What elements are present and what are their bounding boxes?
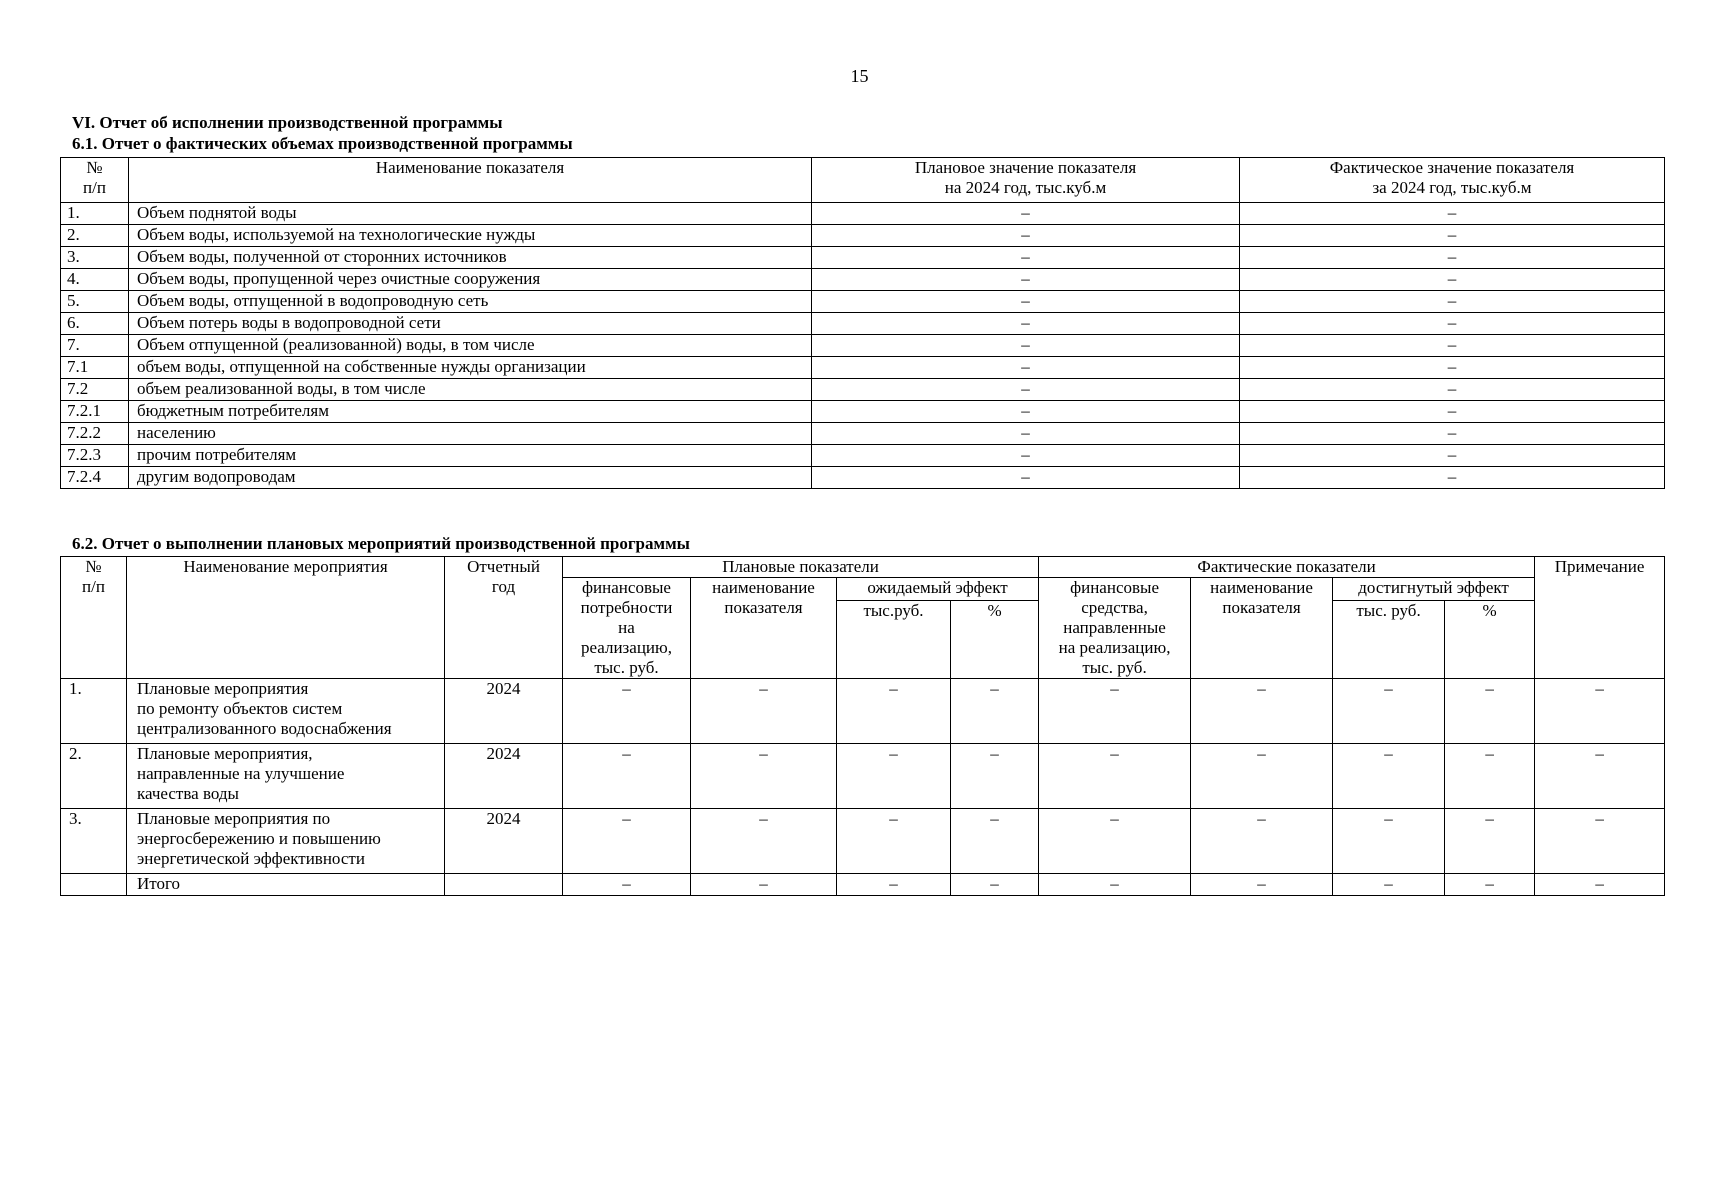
value-cell: – [837,744,951,809]
value-cell: – [837,679,951,744]
table2-header-fact-ind: наименование показателя [1191,578,1333,679]
value-cell: – [1535,809,1665,874]
value-cell: – [1333,874,1445,896]
fact-value: – [1240,467,1665,489]
value-cell: – [951,679,1039,744]
table1-header-fact: Фактическое значение показателя за 2024 год, тыс.куб.м [1240,158,1665,203]
table-row [61,225,1665,247]
indicator-name: объем реализованной воды, в том числе [129,379,812,401]
fact-value: – [1240,401,1665,423]
row-number: 7.2.2 [61,423,129,445]
table-row [61,445,1665,467]
value-cell: – [837,809,951,874]
value-cell: – [1191,679,1333,744]
table-row [61,379,1665,401]
indicator-name: бюджетным потребителям [129,401,812,423]
table2-header-plan-group: Плановые показатели [563,557,1039,578]
fact-value: – [1240,313,1665,335]
table2-header-row-1 [61,557,1665,578]
measure-name: Плановые мероприятия по энергосбережению и повышению энергетической эффективности [127,809,445,874]
indicator-name: Объем воды, используемой на технологические нужды [129,225,812,247]
table-row [61,203,1665,225]
table-row [61,423,1665,445]
indicator-name: населению [129,423,812,445]
fact-value: – [1240,357,1665,379]
plan-value: – [812,269,1240,291]
measure-name: Итого [127,874,445,896]
row-number: 7.1 [61,357,129,379]
plan-value: – [812,203,1240,225]
table-row [61,313,1665,335]
value-cell: – [1333,744,1445,809]
value-cell: – [951,744,1039,809]
row-number: 3. [61,809,127,874]
fact-value: – [1240,379,1665,401]
row-number: 6. [61,313,129,335]
table-row [61,679,1665,744]
report-year [445,874,563,896]
value-cell: – [691,874,837,896]
table-row [61,401,1665,423]
indicator-name: Объем воды, полученной от сторонних источников [129,247,812,269]
value-cell: – [563,874,691,896]
value-cell: – [1039,679,1191,744]
value-cell: – [951,809,1039,874]
indicator-name: Объем потерь воды в водопроводной сети [129,313,812,335]
table2-header-plan-fin: финансовые потребности на реализацию, тыс. руб. [563,578,691,679]
page-number: 15 [850,66,869,86]
indicator-name: Объем поднятой воды [129,203,812,225]
value-cell: – [1333,679,1445,744]
value-cell: – [563,679,691,744]
table-row [61,269,1665,291]
value-cell: – [1445,744,1535,809]
value-cell: – [1535,874,1665,896]
measure-name: Плановые мероприятия по ремонту объектов систем централизованного водоснабжения [127,679,445,744]
plan-value: – [812,225,1240,247]
table2-header-plan-rub: тыс.руб. [837,601,951,679]
table2-header-fact-rub: тыс. руб. [1333,601,1445,679]
fact-value: – [1240,225,1665,247]
value-cell: – [563,809,691,874]
table2-header-year: Отчетный год [445,557,563,679]
table2-header-note: Примечание [1535,557,1665,679]
plan-value: – [812,467,1240,489]
production-volumes-table [60,157,1665,489]
row-number: 2. [61,225,129,247]
indicator-name: другим водопроводам [129,467,812,489]
fact-value: – [1240,203,1665,225]
table-row [61,357,1665,379]
indicator-name: Объем воды, пропущенной через очистные сооружения [129,269,812,291]
row-number: 4. [61,269,129,291]
plan-value: – [812,445,1240,467]
row-number: 1. [61,203,129,225]
plan-value: – [812,247,1240,269]
value-cell: – [837,874,951,896]
table-row [61,809,1665,874]
plan-value: – [812,313,1240,335]
fact-value: – [1240,335,1665,357]
table2-header-plan-pct: % [951,601,1039,679]
fact-value: – [1240,423,1665,445]
value-cell: – [1333,809,1445,874]
table2-header-plan-ind: наименование показателя [691,578,837,679]
measure-name: Плановые мероприятия, направленные на улучшение качества воды [127,744,445,809]
plan-value: – [812,379,1240,401]
report-year: 2024 [445,679,563,744]
indicator-name: Объем отпущенной (реализованной) воды, в том числе [129,335,812,357]
section-title: VI. Отчет об исполнении производственной программы [72,113,503,132]
value-cell: – [1445,809,1535,874]
table2-header-num: № п/п [61,557,127,679]
table-row [61,467,1665,489]
value-cell: – [1191,874,1333,896]
row-number: 2. [61,744,127,809]
table1-header-name: Наименование показателя [129,158,812,203]
value-cell: – [1039,809,1191,874]
row-number: 3. [61,247,129,269]
fact-value: – [1240,269,1665,291]
fact-value: – [1240,445,1665,467]
value-cell: – [1535,744,1665,809]
table2-header-fact-pct: % [1445,601,1535,679]
indicator-name: объем воды, отпущенной на собственные нужды организации [129,357,812,379]
value-cell: – [1191,809,1333,874]
plan-value: – [812,291,1240,313]
table-row [61,247,1665,269]
value-cell: – [691,744,837,809]
table1-title: 6.1. Отчет о фактических объемах производственной программы [72,134,573,153]
plan-value: – [812,357,1240,379]
row-number: 7.2.4 [61,467,129,489]
row-number: 7. [61,335,129,357]
fact-value: – [1240,291,1665,313]
table1-header-plan: Плановое значение показателя на 2024 год, тыс.куб.м [812,158,1240,203]
table-row [61,744,1665,809]
value-cell: – [1191,744,1333,809]
row-number: 7.2.1 [61,401,129,423]
value-cell: – [1535,679,1665,744]
table2-header-fact-fin: финансовые средства, направленные на реализацию, тыс. руб. [1039,578,1191,679]
table2-title: 6.2. Отчет о выполнении плановых мероприятий производственной программы [72,534,690,553]
value-cell: – [1039,874,1191,896]
plan-value: – [812,335,1240,357]
plan-value: – [812,423,1240,445]
row-number [61,874,127,896]
value-cell: – [1039,744,1191,809]
fact-value: – [1240,247,1665,269]
table2-header-fact-effect: достигнутый эффект [1333,578,1535,601]
planned-measures-table [60,556,1665,896]
row-number: 7.2 [61,379,129,401]
table2-header-plan-effect: ожидаемый эффект [837,578,1039,601]
row-number: 5. [61,291,129,313]
row-number: 7.2.3 [61,445,129,467]
indicator-name: прочим потребителям [129,445,812,467]
indicator-name: Объем воды, отпущенной в водопроводную сеть [129,291,812,313]
report-year: 2024 [445,809,563,874]
total-row [61,874,1665,896]
row-number: 1. [61,679,127,744]
plan-value: – [812,401,1240,423]
table-row [61,335,1665,357]
table2-header-name: Наименование мероприятия [127,557,445,679]
table2-header-fact-group: Фактические показатели [1039,557,1535,578]
value-cell: – [951,874,1039,896]
value-cell: – [1445,874,1535,896]
table1-header-num: № п/п [61,158,129,203]
value-cell: – [691,679,837,744]
report-year: 2024 [445,744,563,809]
table1-header-row [61,158,1665,203]
value-cell: – [1445,679,1535,744]
value-cell: – [691,809,837,874]
table-row [61,291,1665,313]
value-cell: – [563,744,691,809]
